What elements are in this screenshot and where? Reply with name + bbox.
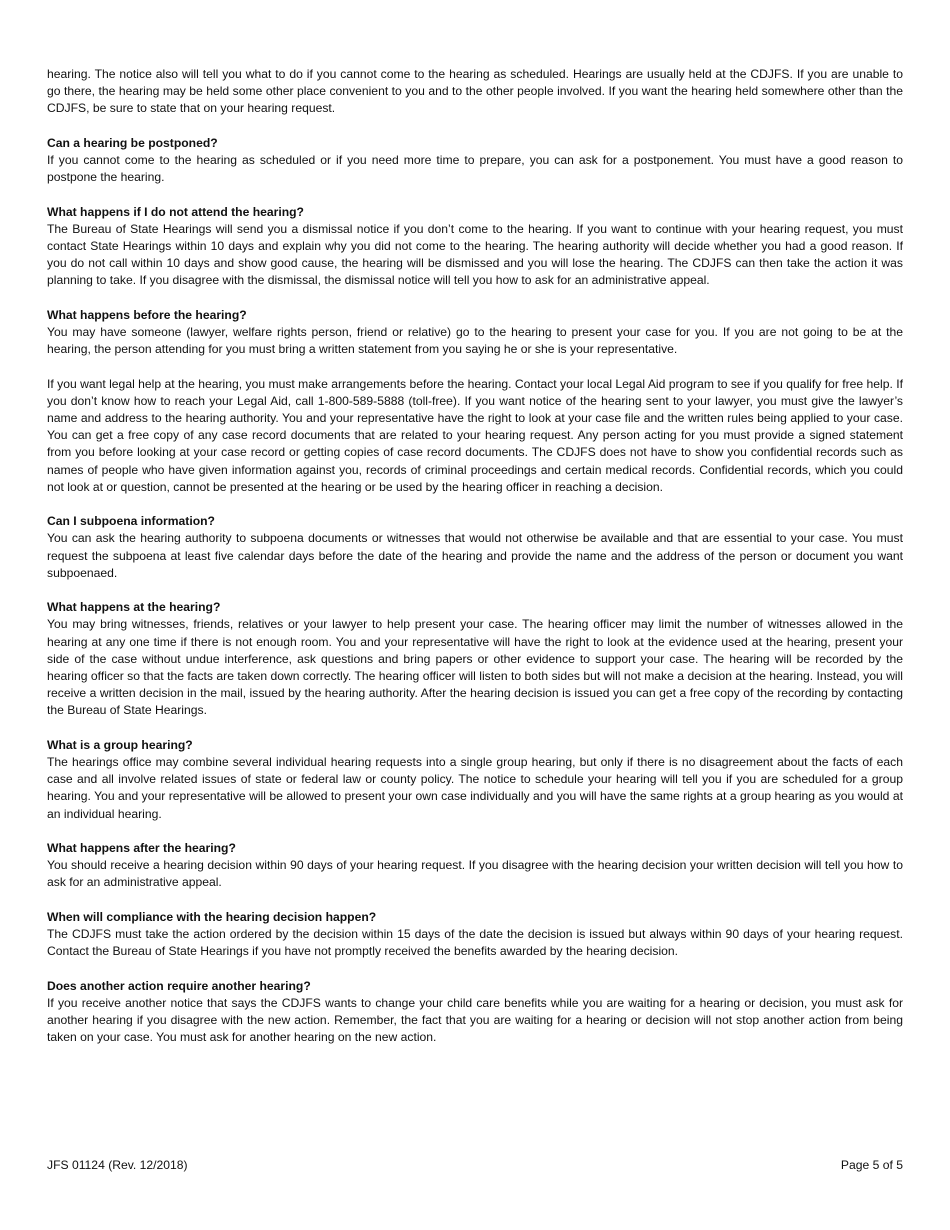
section-postpone — [47, 135, 903, 187]
section-heading: What is a group hearing? — [47, 737, 193, 752]
section-heading: Does another action require another hearing? — [47, 978, 311, 993]
section-before-hearing — [47, 307, 903, 359]
section-at-hearing — [47, 599, 903, 719]
section-heading: What happens after the hearing? — [47, 841, 236, 856]
section-heading: When will compliance with the hearing decision happen? — [47, 909, 377, 924]
section-not-attend — [47, 204, 903, 290]
section-another-action — [47, 978, 903, 1047]
section-paragraph: You may have someone (lawyer, welfare rights person, friend or relative) go to the hearing to present your case for you. If you are not going to be at the hearing, the person attending for you must bring a written statement from you saying he or she is your representative. — [47, 325, 903, 357]
section-heading: What happens at the hearing? — [47, 600, 221, 615]
section-paragraph: If you want legal help at the hearing, you must make arrangements before the hearing. Contact your local Legal Aid program to see if you qualify for free help. If you don’t know how to reach your Legal Aid, call 1-800-589-5888 (toll-free). If you want notice of the hearing sent to your lawyer, you must give the lawyer’s name and address to the hearing authority. You and your representative have the right to look at your case file and the written rules being applied to your case. You can get a free copy of any case record documents that are related to your hearing request. Any person acting for you must provide a signed statement from you before looking at your case record or getting copies of case record documents. The CDJFS does not have to show you confidential records such as names of people who have given information against you, records of criminal proceedings and certain medical records. Confidential records, which you could not look at or question, cannot be presented at the hearing or be used by the hearing officer in reaching a decision. — [47, 376, 903, 494]
section-paragraph: If you receive another notice that says the CDJFS wants to change your child care benefits while you are waiting for a hearing or decision, you must ask for another hearing if you disagree with the new action. Remember, the fact that you are waiting for a hearing or decision will not stop another action from being taken on your case. You must ask for another hearing on the new action. — [47, 995, 903, 1045]
section-group-hearing — [47, 737, 903, 823]
intro-section — [47, 66, 903, 118]
section-paragraph: The CDJFS must take the action ordered by the decision within 15 days of the date the decision is issued but always within 90 days of your hearing request. Contact the Bureau of State Hearings if you have not promptly received the benefits awarded by the hearing decision. — [47, 927, 903, 959]
form-id: JFS 01124 (Rev. 12/2018) — [47, 1158, 188, 1172]
document-body — [47, 66, 903, 1064]
section-paragraph: You may bring witnesses, friends, relatives or your lawyer to help present your case. The hearing officer may limit the number of witnesses allowed in the hearing at any one time if there is not enough room. You and your representative will have the right to look at the evidence used at the hearing, present your side of the case without undue interference, ask questions and bring papers or other evidence to support your case. The hearing will be recorded by the hearing officer so that the facts are taken down correctly. The hearing officer will listen to both sides but will not make a decision at the hearing. Instead, you will receive a written decision in the mail, issued by the hearing authority. After the hearing decision is issued you can get a free copy of the recording by contacting the Bureau of State Hearings. — [47, 617, 903, 718]
section-heading: What happens if I do not attend the hearing? — [47, 204, 304, 219]
page-number: Page 5 of 5 — [840, 1158, 903, 1172]
section-before-hearing-legal-help — [47, 376, 903, 496]
section-paragraph: The hearings office may combine several individual hearing requests into a single group hearing, but only if there is no disagreement about the facts of each case and all involve related issues of state or federal law or county policy. The notice to schedule your hearing will tell you if you are scheduled for a group hearing. You and your representative will be allowed to present your own case individually and you will have the same rights at a group hearing as you would at an individual hearing. — [47, 755, 903, 821]
section-paragraph: You should receive a hearing decision within 90 days of your hearing request. If you disagree with the hearing decision your written decision will tell you how to ask for an administrative appeal. — [47, 858, 903, 890]
page-footer — [47, 1158, 903, 1172]
intro-paragraph: hearing. The notice also will tell you what to do if you cannot come to the hearing as scheduled. Hearings are usually held at the CDJFS. If you are unable to go there, the hearing may be held some other place convenient to you and to the other people involved. If you want the hearing held somewhere other than the CDJFS, be sure to state that on your hearing request. — [47, 67, 903, 116]
section-paragraph: If you cannot come to the hearing as scheduled or if you need more time to prepare, you can ask for a postponement. You must have a good reason to postpone the hearing. — [47, 153, 903, 185]
section-paragraph: The Bureau of State Hearings will send you a dismissal notice if you don’t come to the hearing. If you want to continue with your hearing request, you must contact State Hearings within 10 days and explain why you did not come to the hearing. The hearing authority will decide whether you had a good reason. If you do not call within 10 days and show good cause, the hearing will be dismissed and you will lose the hearing. The CDJFS can then take the action it was planning to take. If you disagree with the dismissal, the dismissal notice will tell you how to ask for an administrative appeal. — [47, 221, 903, 288]
section-heading: Can I subpoena information? — [47, 514, 215, 529]
section-heading: Can a hearing be postponed? — [47, 135, 218, 150]
section-heading: What happens before the hearing? — [47, 307, 247, 322]
section-compliance — [47, 909, 903, 961]
section-after-hearing — [47, 840, 903, 892]
section-subpoena — [47, 513, 903, 582]
section-paragraph: You can ask the hearing authority to subpoena documents or witnesses that would not otherwise be available and that are essential to your case. You must request the subpoena at least five calendar days before the date of the hearing and provide the name and the address of the person or document you want subpoenaed. — [47, 531, 903, 580]
